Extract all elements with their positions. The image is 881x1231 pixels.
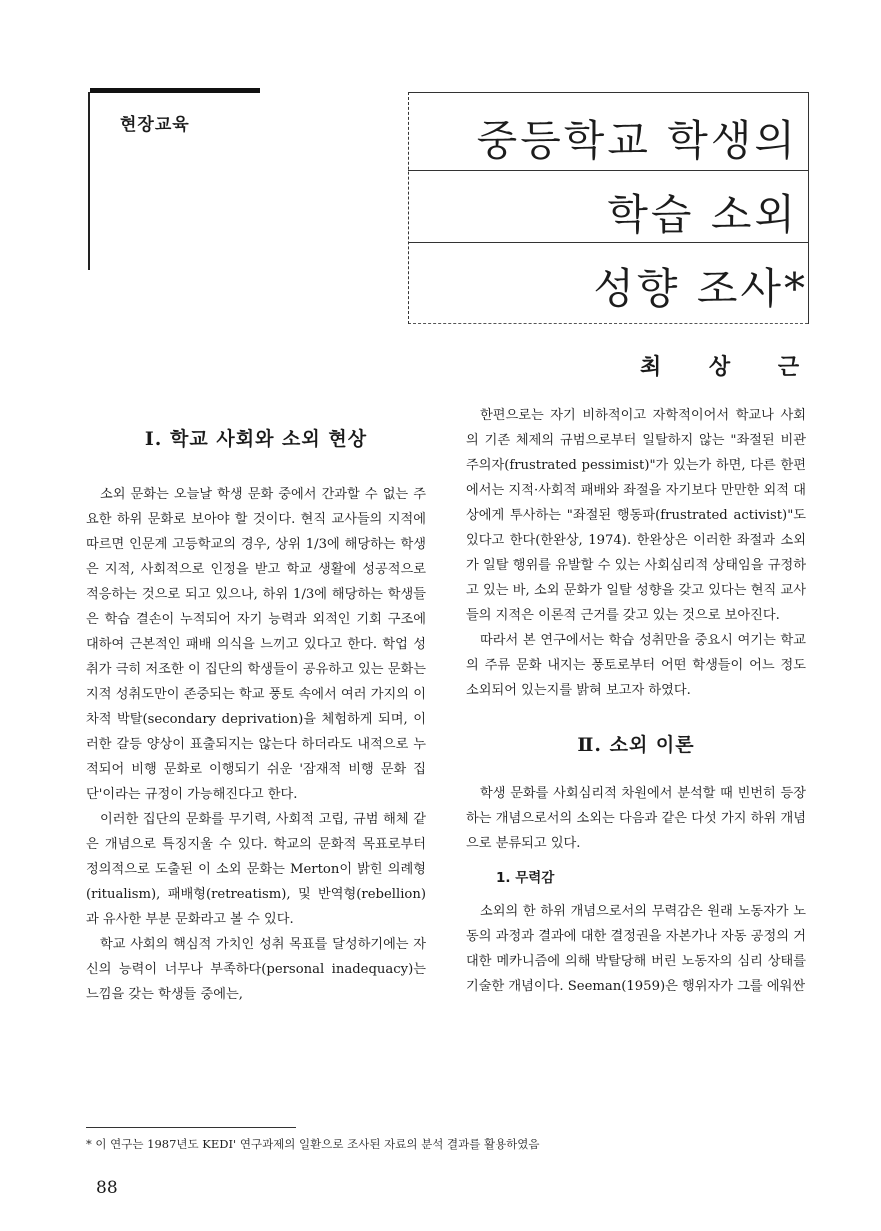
author-name: 최 상 근 [640,355,820,380]
paragraph: 이러한 집단의 문화를 무기력, 사회적 고립, 규범 해체 같은 개념으로 특징지울 수 있다. 학교의 문화적 목표로부터 정의적으로 도출된 이 소외 문화는 Merton이 밝힌 의례형(ritualism), 패배형(retreatism), 및 반역형(rebellion)과 유사한 부분 문화라고 볼 수 있다. [86,812,426,927]
header-left-rule [88,92,90,270]
paragraph: 학교 사회의 핵심적 가치인 성취 목표를 달성하기에는 자신의 능력이 너무나 부족하다(personal inadequacy)는 느낌을 갖는 학생들 중에는, [86,937,426,1002]
title-rule-3 [408,242,808,243]
section-heading-1: Ⅰ. 학교 사회와 소외 현상 [144,428,368,450]
title-left-edge [408,92,409,324]
title-line-1: 중등학교 학생의 [476,116,798,165]
header-top-bar [90,88,260,93]
title-rule-4 [408,323,808,324]
title-right-edge [808,92,809,324]
page-number: 88 [96,1178,118,1198]
right-column [466,403,806,999]
paragraph: 한편으로는 자기 비하적이고 자학적이어서 학교나 사회의 기존 체제의 규범으로부터 일탈하지 않는 "좌절된 비관주의자(frustrated pessimist)"가 있는가 하면, 다른 한편에서는 지적·사회적 패배와 좌절을 자기보다 만만한 외적 대상에게 투사하는 "좌절된 행동파(frustrated activist)"도 있다고 한다(한완상, 1974). 한완상은 이러한 좌절과 소외가 일탈 행위를 유발할 수 있는 사회심리적 상태임을 규정하고 있는 바, 소외 문화가 일탈 성향을 갖고 있다는 현직 교사들의 지적은 이론적 근거를 갖고 있는 것으로 보아진다. [466,408,806,623]
title-line-2: 학습 소외 [607,190,798,239]
title-rule-1 [408,92,808,93]
section-heading-2: Ⅱ. 소외 이론 [577,734,695,756]
footnote: * 이 연구는 1987년도 KEDI' 연구과제의 일환으로 조사된 자료의 분석 결과를 활용하였음 [86,1137,540,1151]
paragraph: 학생 문화를 사회심리적 차원에서 분석할 때 빈번히 등장하는 개념으로서의 소외는 다음과 같은 다섯 가지 하위 개념으로 분류되고 있다. [466,786,806,851]
paragraph: 소외의 한 하위 개념으로서의 무력감은 원래 노동자가 노동의 과정과 결과에 대한 결정권을 자본가나 자동 공정의 거대한 메카니즘에 의해 박탈당해 버린 노동자의 심리 상태를 기술한 개념이다. Seeman(1959)은 행위자가 그를 에워싼 [466,904,806,994]
title-box [408,92,810,324]
left-column [86,428,426,1007]
paragraph: 따라서 본 연구에서는 학습 성취만을 중요시 여기는 학교의 주류 문화 내지는 풍토로부터 어떤 학생들이 어느 정도 소외되어 있는지를 밝혀 보고자 하였다. [466,633,806,698]
footnote-rule [86,1127,296,1128]
section-tag: 현장교육 [120,115,190,135]
title-rule-2 [408,170,808,171]
paragraph: 소외 문화는 오늘날 학생 문화 중에서 간과할 수 없는 주요한 하위 문화로 보아야 할 것이다. 현직 교사들의 지적에 따르면 인문계 고등학교의 경우, 상위 1/3에 해당하는 학생은 지적, 사회적으로 인정을 받고 학교 생활에 성공적으로 적응하는 것으로 되고 있으나, 하위 1/3에 해당하는 학생들은 학습 결손이 누적되어 자기 능력과 외적인 기회 구조에 대하여 근본적인 패배 의식을 느끼고 있다고 한다. 학업 성취가 극히 저조한 이 집단의 학생들이 공유하고 있는 문화는 지적 성취도만이 존중되는 학교 풍토 속에서 여러 가지의 이차적 박탈(secondary deprivation)을 체험하게 되며, 이러한 갈등 양상이 표출되지는 않는다 하더라도 내적으로 누적되어 비행 문화로 이행되기 쉬운 '잠재적 비행 문화 집단'이라는 규정이 가능해진다고 한다. [86,487,426,802]
title-line-3: 성향 조사* [593,264,808,313]
subsection-heading: 1. 무력감 [496,870,555,886]
